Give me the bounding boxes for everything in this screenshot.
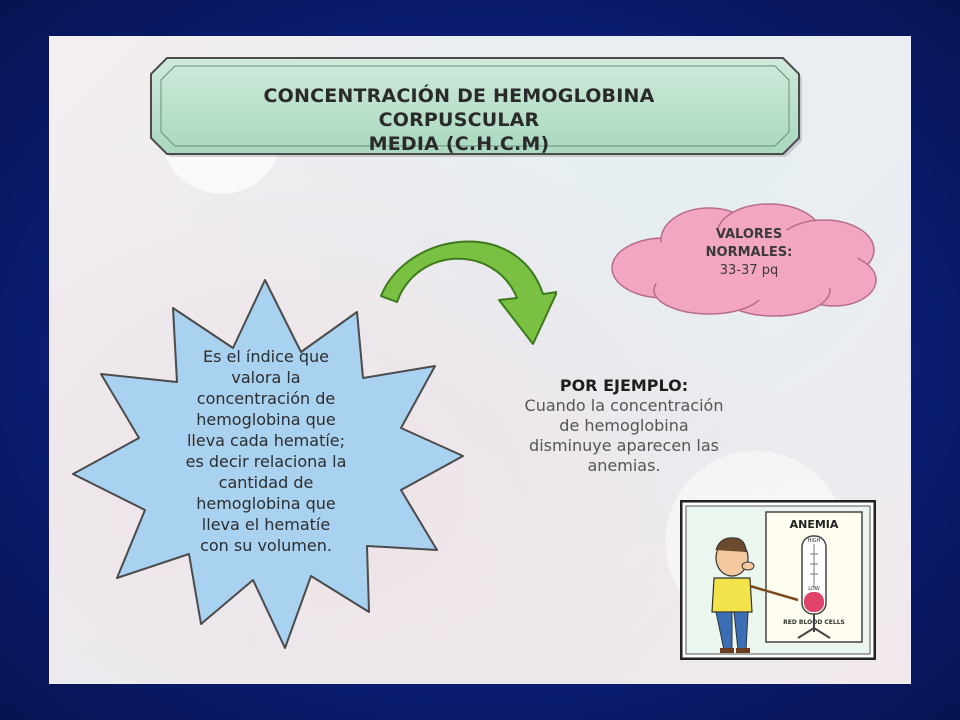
example-line: anemias. bbox=[587, 456, 661, 475]
example-block bbox=[489, 376, 759, 476]
example-line: disminuye aparecen las bbox=[529, 436, 719, 455]
title-line-1: CONCENTRACIÓN DE HEMOGLOBINA CORPUSCULAR bbox=[263, 85, 655, 131]
definition-line: concentración de bbox=[196, 389, 336, 408]
definition-line: lleva cada hematíe; bbox=[186, 431, 346, 450]
definition-line: es decir relaciona la bbox=[185, 452, 347, 471]
normal-values-label-2: NORMALES: bbox=[705, 245, 793, 260]
definition-line: con su volumen. bbox=[200, 536, 332, 555]
definition-line: lleva el hematíe bbox=[201, 515, 331, 534]
example-line: Cuando la concentración bbox=[524, 396, 724, 415]
normal-values-label-1: VALORES bbox=[715, 227, 783, 242]
definition-text bbox=[151, 346, 381, 556]
sign-title: ANEMIA bbox=[789, 518, 839, 531]
tube-low-label: LOW bbox=[808, 586, 820, 592]
definition-line: valora la bbox=[231, 368, 301, 387]
example-label: POR EJEMPLO: bbox=[559, 376, 689, 395]
example-line: de hemoglobina bbox=[559, 416, 689, 435]
normal-values-text bbox=[669, 226, 829, 280]
tube-high-label: HIGH bbox=[807, 538, 821, 544]
tube-caption: RED BLOOD CELLS bbox=[783, 619, 845, 626]
title-line-2: MEDIA (C.H.C.M) bbox=[368, 133, 550, 155]
definition-line: hemoglobina que bbox=[196, 410, 336, 429]
page-title bbox=[199, 84, 719, 156]
definition-line: Es el índice que bbox=[203, 347, 329, 366]
definition-line: hemoglobina que bbox=[196, 494, 336, 513]
normal-values-value: 33-37 pq bbox=[719, 263, 779, 278]
anemia-illustration bbox=[680, 500, 876, 660]
slide bbox=[49, 36, 911, 684]
definition-line: cantidad de bbox=[218, 473, 314, 492]
